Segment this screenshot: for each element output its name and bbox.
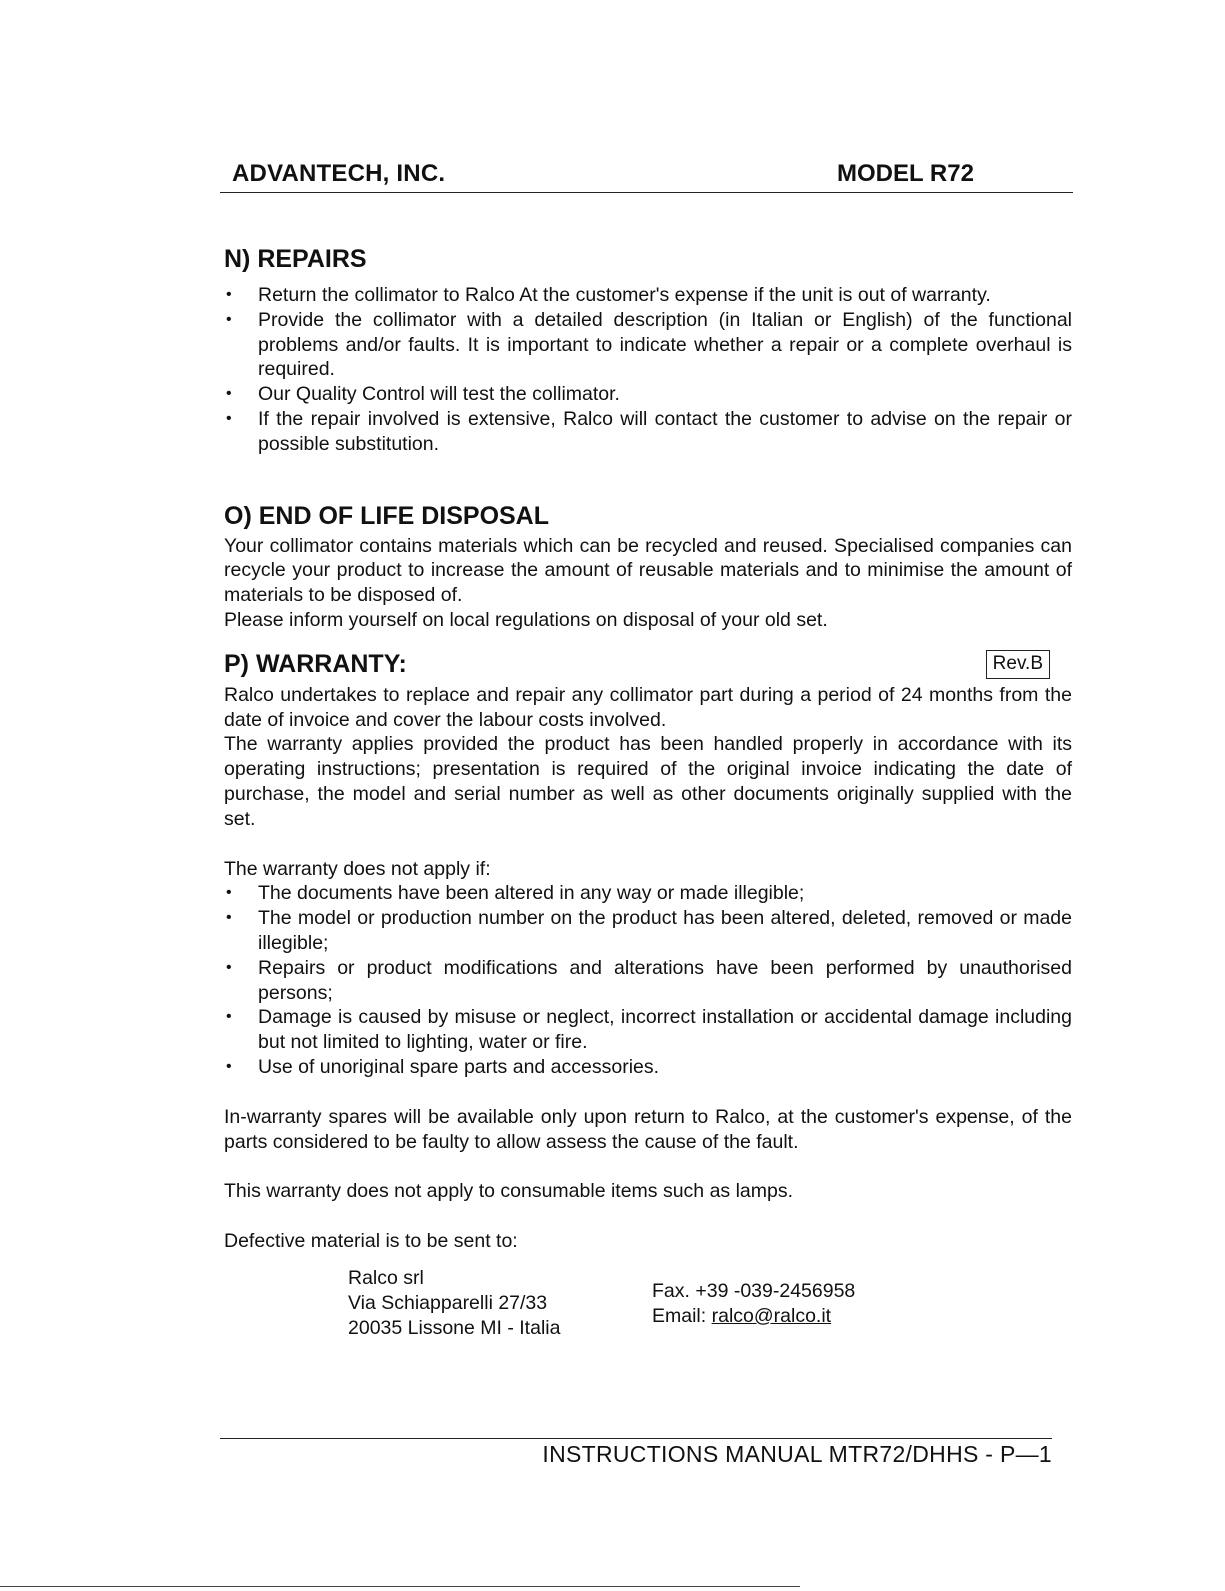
email-line	[652, 1304, 855, 1329]
email-link[interactable]: ralco@ralco.it	[711, 1304, 832, 1327]
bullet-icon: •	[226, 310, 232, 328]
list-item: • Repairs or product modifications and alterations have been performed by unauthorised persons;	[226, 956, 1072, 1004]
main-content	[224, 244, 1072, 1356]
postal-address	[348, 1266, 560, 1341]
section-warranty	[224, 649, 1072, 1356]
warranty-exclusions-list	[224, 881, 1072, 1079]
page-header	[220, 158, 1073, 193]
warranty-title: P) WARRANTY:	[224, 649, 407, 678]
defective-material-paragraph: Defective material is to be sent to:	[224, 1230, 518, 1253]
bullet-icon: •	[226, 884, 232, 902]
warranty-not-apply-intro: The warranty does not apply if:	[224, 857, 491, 880]
section-repairs	[224, 244, 1072, 457]
disposal-paragraph-local: Please inform yourself on local regulations on disposal of your old set.	[224, 608, 828, 631]
section-title-repairs: N) REPAIRS	[224, 245, 367, 273]
address-company: Ralco srl	[348, 1266, 424, 1289]
section-title-warranty	[224, 649, 1072, 680]
page-footer	[220, 1438, 1052, 1467]
warranty-spares-paragraph: In-warranty spares will be available only upon return to Ralco, at the customer's expense, of the parts considered to be faulty to allow assess the cause of the fault.	[224, 1105, 1072, 1153]
contact-info	[652, 1279, 855, 1329]
bullet-icon: •	[226, 385, 232, 403]
list-item: • If the repair involved is extensive, Ralco will contact the customer to advise on the repair or possible substitution.	[226, 407, 1072, 455]
list-item: • The model or production number on the product has been altered, deleted, removed or made illegible;	[226, 907, 1072, 954]
email-label: Email:	[652, 1304, 712, 1327]
company-name: ADVANTECH, INC.	[232, 160, 446, 187]
bullet-icon: •	[226, 286, 232, 303]
footer-text: INSTRUCTIONS MANUAL MTR72/DHHS - P—1	[542, 1441, 1052, 1467]
section-title-disposal: O) END OF LIFE DISPOSAL	[224, 501, 550, 530]
list-item: • The documents have been altered in any way or made illegible;	[226, 882, 805, 905]
disposal-paragraph: Your collimator contains materials which can be recycled and reused. Specialised companies can recycle your product to increase the amount of reusable materials and to minimise the amount of materials to be disposed of.	[224, 534, 1072, 607]
return-address-block	[224, 1266, 1072, 1356]
bullet-icon: •	[226, 1008, 232, 1026]
bullet-icon: •	[226, 909, 232, 927]
warranty-paragraph-period: Ralco undertakes to replace and repair any collimator part during a period of 24 months from the date of invoice and cover the labour costs involved.	[224, 683, 1072, 731]
list-item: • Use of unoriginal spare parts and accessories.	[226, 1055, 660, 1078]
scan-edge-line	[0, 1586, 800, 1587]
bullet-icon: •	[226, 1057, 232, 1075]
address-city: 20035 Lissone MI - Italia	[348, 1316, 561, 1339]
bullet-icon: •	[226, 409, 232, 427]
list-item: • Damage is caused by misuse or neglect, incorrect installation or accidental damage including but not limited to lighting, water or fire.	[226, 1006, 1072, 1054]
list-item: • Provide the collimator with a detailed description (in Italian or English) of the functional problems and/or faults. It is important to indicate whether a repair or a complete overhaul is required.	[226, 308, 1072, 381]
warranty-paragraph-conditions: The warranty applies provided the product has been handled properly in accordance with its operating instructions; presentation is required of the original invoice indicating the date of purchase, the model and serial number as well as other documents originally supplied with the set.	[224, 733, 1072, 830]
address-street: Via Schiapparelli 27/33	[348, 1291, 548, 1314]
warranty-consumables-paragraph: This warranty does not apply to consumable items such as lamps.	[224, 1180, 794, 1203]
list-item: • Our Quality Control will test the collimator.	[226, 383, 620, 406]
fax-number: Fax. +39 -039-2456958	[652, 1279, 856, 1302]
revision-badge: Rev.B	[986, 650, 1050, 679]
list-item: • Return the collimator to Ralco At the customer's expense if the unit is out of warranty.	[226, 284, 991, 306]
section-disposal	[224, 501, 1072, 633]
bullet-icon: •	[226, 958, 232, 976]
model-label: MODEL R72	[837, 160, 974, 187]
repairs-list	[224, 283, 1072, 457]
